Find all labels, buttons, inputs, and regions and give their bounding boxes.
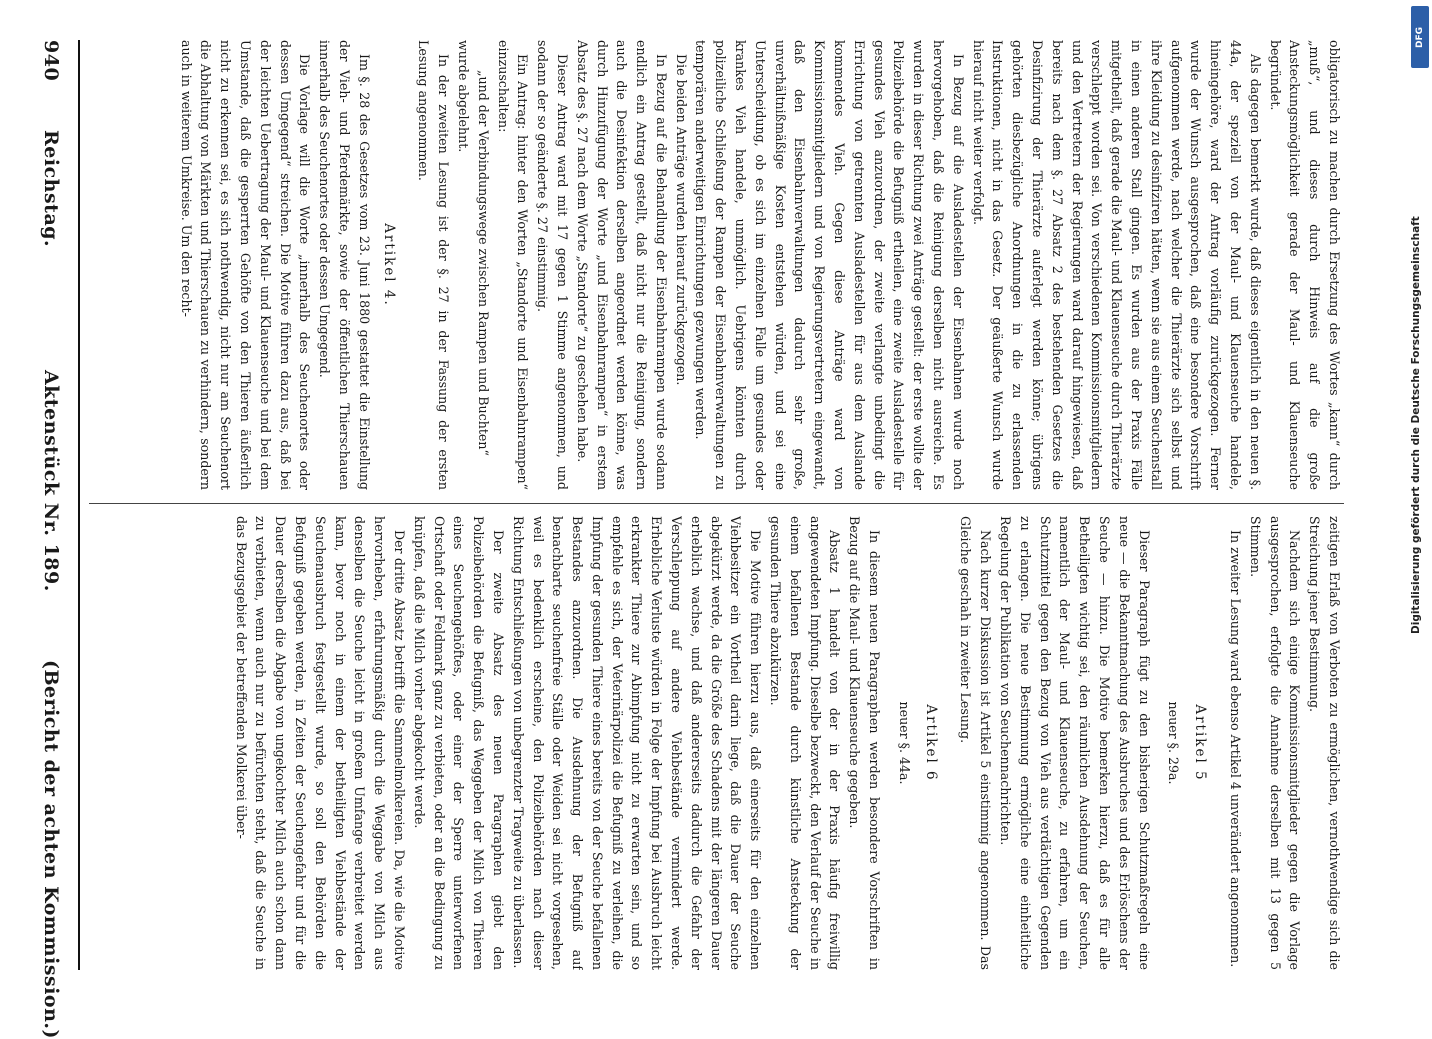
text-paragraph: Die beiden Anträge wurden hierauf zurückgezogen.: [673, 54, 689, 386]
text-paragraph: Nach kurzer Diskussion ist Artikel 5 einstimmig angenommen. Das Gleiche geschah in zweiter Lesung.: [958, 516, 994, 970]
text-paragraph: zeitigen Erlaß von Verboten zu ermöglichen, vernothwendige sich die Streichung jener Bestimmung.: [1307, 516, 1342, 970]
credit-text: Digitalisierung gefördert durch die Deutsche Forschungsgemeinschaft: [1410, 216, 1422, 634]
dfg-logo: DFG: [1411, 6, 1429, 68]
digitization-credit: [1406, 0, 1432, 1000]
text-paragraph: Der zweite Absatz des neuen Paragraphen giebt den Polizeibehörden die Befugniß, das Weggeben der Milch von Thieren eines Seuchengehöftes, oder einer der Sperre unterworfenen Ortschaft oder Feldmark ganz zu verbieten, oder an die Bedingung zu knüpfen, daß die Milch vorher abgekocht werde.: [411, 516, 506, 970]
text-paragraph: obligatorisch zu machen durch Ersetzung des Wortes „kann“ durch „muß“, und dieses durch Hinweis auf die große Ansteckungsmöglichkeit gerade der Maul- und Klauenseuche begründet.: [1267, 40, 1342, 490]
page-number: 940: [40, 40, 62, 82]
paragraph-heading: neuer §. 29a.: [1166, 701, 1182, 785]
text-paragraph: In Bezug auf die Behandlung der Eisenbahnrampen wurde sodann endlich ein Antrag gestellt, daß nicht nur die Reinigung, sondern auch die Desinfektion derselben angeordnet werden könne, was durch Hinzufügung der Worte „und Eisenbahnrampen“ in erstem Absatz des §. 27 nach dem Worte „Standorte“ zu geschehen habe.: [574, 40, 669, 490]
article-heading: Artikel 5: [1192, 704, 1209, 782]
text-paragraph: Im §. 28 des Gesetzes vom 23. Juni 1880 gestattet die Einstellung der Vieh- und Pferdemärkte, sowie der öffentlichen Thierschauen innerhalb des Seuchenortes oder dessen Umgegend.: [317, 40, 372, 490]
text-paragraph: Die Motive führen hierzu aus, daß einerseits für den einzelnen Viehbesitzer ein Vortheil darin liege, daß die Dauer der Seuche abgekürzt werde, da die Größe des Schadens mit der längeren Dauer erheblich wachse, und daß andererseits dadurch die Gefahr der Verschleppung auf andere Viehbestände vermindert werde. Erhebliche Verluste würden in Folge der Impfung bei Ausbruch leicht erkrankter Thiere zur Abimpfung nicht zu erwarten sein, und so empfehle es sich, der Veterinärpolizei die Befugniß zu verleihen, die Impfung der gesunden Thiere eines bereits von der Seuche befallenen Bestandes anzuordnen. Die Ausdehnung der Befugniß auf benachbarte seuchenfreie Ställe oder Weiden sei nicht vorgesehen, weil es bedenklich erscheine, den Polizeibehörden nach dieser Richtung Entschließungen von unbegrenzter Tragweite zu überlassen.: [510, 516, 764, 970]
text-paragraph: Absatz 1 handelt von der in der Praxis häufig freiwillig angewendeten Impfung. Dieselbe bezweckt, den Verlauf der Seuche in einem befallenen Bestande durch künstliche Ansteckung der gesunden Thiere abzukürzen.: [768, 516, 843, 970]
text-paragraph: Dieser Paragraph fügt zu den bisherigen Schutzmaßregeln eine neue — die Bekanntmachung des Ausbruches und des Erlöschens der Seuche — hinzu. Die Motive bemerken hierzu, daß es für alle Betheiligten wichtig sei, den räumlichen Ausdehnung der Seuchen, namentlich der Maul- und Klauenseuche, zu erfahren, um ein Schutzmittel gegen den Bezug von Vieh aus verdächtigen Gegenden zu erlangen. Die neue Bestimmung ermögliche eine einheitliche Regelung der Publikation von Seuchennachrichten.: [998, 516, 1152, 970]
quoted-text: „und der Verbindungswege zwischen Rampen und Buchten“: [475, 70, 491, 456]
paragraph-heading: neuer §. 44a.: [896, 701, 912, 785]
text-paragraph: wurde abgelehnt.: [455, 40, 471, 153]
article-heading: Artikel 6: [922, 704, 939, 782]
text-paragraph: Die Vorlage will die Worte „innerhalb des Seuchenortes oder dessen Umgegend“ streichen. Die Motive führen dazu aus, daß bei der leichten Uebertragung der Maul- und Klauenseuche und bei dem Umstande, daß die gesperrten Gehöfte von den Thieren äußerlich nicht zu erkennen sei, es sich nothwendig, nicht nur am Seuchenort die Abhaltung von Märkten und Thierschauen zu verhindern, sondern auch in weiterem Umkreise. Um den recht-: [178, 40, 313, 490]
text-paragraph: Dieser Antrag ward mit 17 gegen 1 Stimme angenommen, und sodann der so geänderte §. 27 einstimmig.: [535, 40, 570, 490]
article-heading: Artikel 4.: [380, 223, 397, 307]
text-paragraph: In Bezug auf die Ausladestellen der Eisenbahnen wurde noch hervorgehoben, daß die Reinigung derselben nicht ausreiche. Es wurden in dieser Richtung zwei Anträge gestellt: der erste wollte der Polizeibehörde die Befugniß ertheilen, eine zweite Ausladestelle für gesundes Vieh anzuordnen, der zweite verlangte unbedingt die Errichtung von getrennten Ausladestellen für aus dem Auslande kommendes Vieh. Gegen diese Anträge ward von Kommissionsmitgliedern und von Regierungsvertretern eingewandt, daß den Eisenbahnverwaltungen dadurch sehr große, unverhältnißmäßige Kosten entstehen würden, und sei eine Unterscheidung, ob es sich im einzelnen Falle um gesundes oder krankes Vieh handele, unmöglich. Uebrigens könnten durch polizeiliche Schließung der Rampen der Eisenbahnverwaltungen zu temporären anderweitigen Einrichtungen gezwungen werden.: [693, 40, 966, 490]
column-left: [89, 40, 1344, 490]
text-paragraph: Als dagegen bemerkt wurde, daß dieses eigentlich in den neuen §. 44a, der speziell von der Maul- und Klauenseuche handele, hineingehöre, ward der Antrag vorläufig zurückgezogen. Ferner wurde der Wunsch ausgesprochen, daß eine besondere Vorschrift aufgenommen werde, nach welcher die Thierärzte sich selbst und ihre Kleidung zu desinfiziren hätten, wenn sie aus einem Seuchenstall in einen anderen Stall gingen. Es wurden aus der Praxis Fälle mitgetheilt, daß gerade die Maul- und Klauenseuche durch Thierärzte verschleppt worden sei. Von verschiedenen Kommissionsmitgliedern und den Vertretern der Regierungen ward darauf hingewiesen, daß bereits nach dem §. 27 Absatz 2 des bestehenden Gesetzes die Desinfizirung der Thierärzte auferlegt werden könne; übrigens gehörten diesbezügliche Anordnungen in die zu erlassenden Instruktionen, nicht in das Gesetz. Der geäußerte Wunsch wurde hierauf nicht weiter verfolgt.: [970, 40, 1263, 490]
column-divider: [89, 503, 1344, 504]
page-header: [28, 40, 68, 1039]
text-paragraph: In der zweiten Lesung ist der §. 27 in der Fassung der ersten Lesung angenommen.: [416, 40, 452, 490]
text-paragraph: Nachdem sich einige Kommissionsmitglieder gegen die Vorlage ausgesprochen, erfolgte die Annahme derselben mit 13 gegen 5 Stimmen.: [1247, 516, 1303, 970]
text-paragraph: Der dritte Absatz betrifft die Sammelmolkereien. Da, wie die Motive hervorheben, erfahrungsmäßig durch die Weggabe von Milch aus denselben die Seuche leicht in großem Umfange verbreitet werden kann, bevor noch in einem der betheiligten Viehbestände der Seuchenausbruch festgestellt wurde, so soll den Behörden die Befugniß gegeben werden, in Zeiten der Seuchengefahr und für die Dauer derselben die Abgabe von ungekochter Milch auch schon dann zu verbieten, wenn auch nur zu befürchten steht, daß die Seuche in das Bezugsgebiet der betreffenden Molkerei über-: [233, 516, 407, 970]
header-left: Reichstag.: [40, 130, 62, 248]
header-center: Aktenstück Nr. 189.: [40, 370, 62, 592]
column-right: [89, 516, 1344, 970]
header-rule: [78, 40, 80, 970]
text-paragraph: In zweiter Lesung ward ebenso Artikel 4 unverändert angenommen.: [1228, 530, 1244, 968]
text-paragraph: In diesem neuen Paragraphen werden besondere Vorschriften in Bezug auf die Maul- und Klauenseuche gegeben.: [847, 516, 883, 970]
text-paragraph: Ein Antrag: hinter den Worten „Standorte und Eisenbahnrampen“ einzuschalten:: [495, 40, 531, 490]
header-right: (Bericht der achten Kommission.): [40, 660, 62, 1039]
